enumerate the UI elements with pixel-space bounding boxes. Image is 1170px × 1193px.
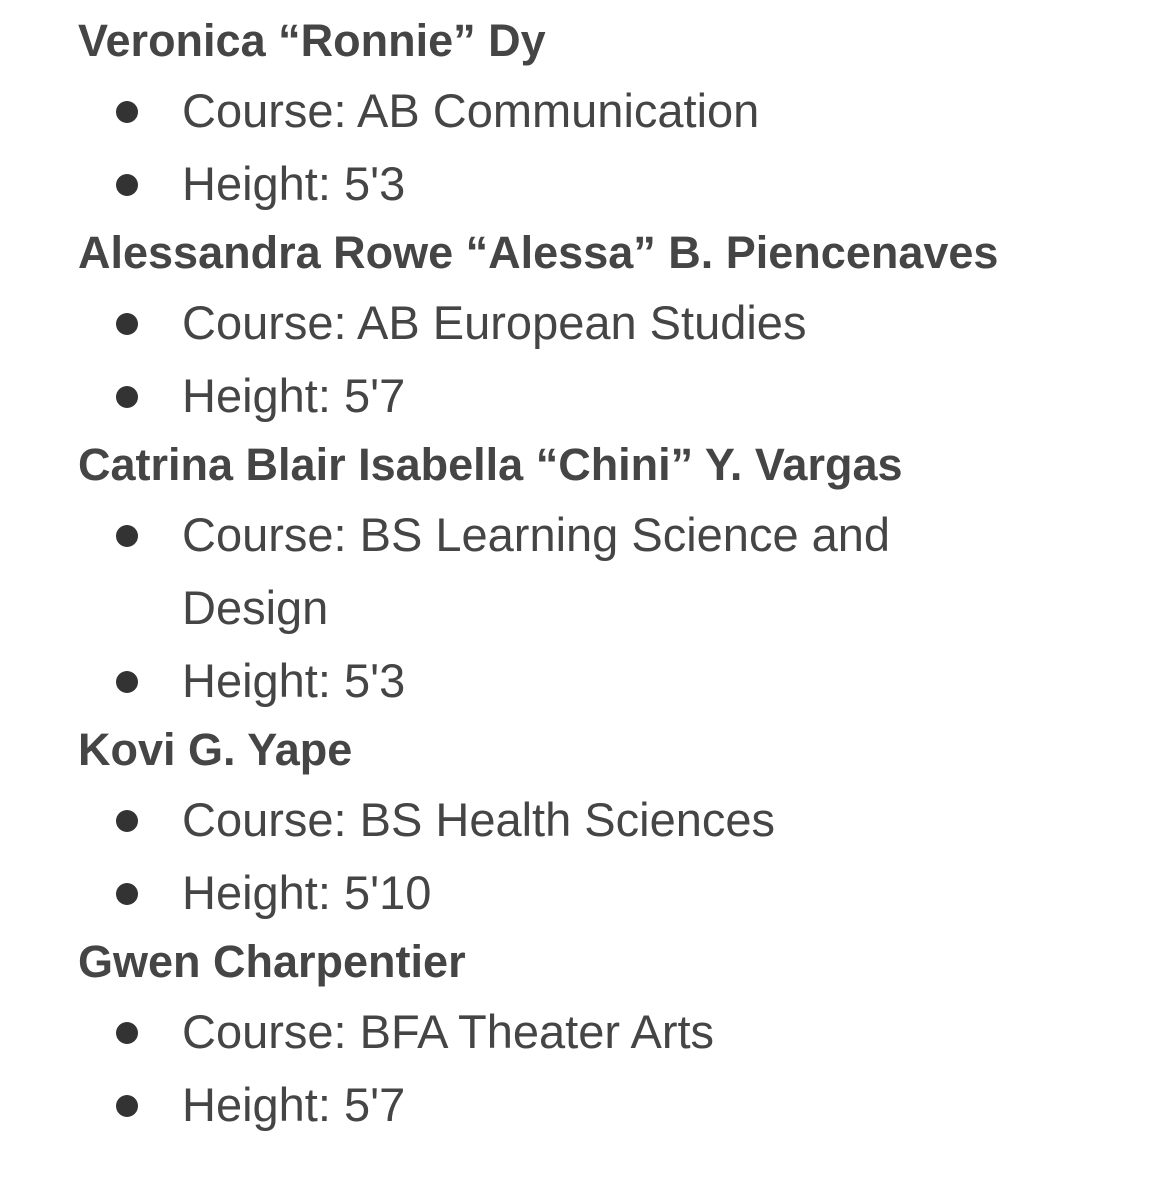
height-item: [78, 644, 1138, 717]
height-item: [78, 147, 1138, 220]
course-text: Course: BS Health Sciences: [182, 793, 776, 846]
course-item: [78, 783, 1138, 856]
height-text: Height: 5'10: [182, 866, 432, 919]
candidate-name: Alessandra Rowe “Alessa” B. Piencenaves: [78, 227, 999, 278]
bullet-icon: [116, 525, 138, 547]
candidate-name: Gwen Charpentier: [78, 936, 466, 987]
course-item: [78, 286, 1138, 359]
bullet-icon: [116, 1022, 138, 1044]
bullet-icon: [116, 810, 138, 832]
candidate-details: [78, 995, 1138, 1141]
course-text: Course: BFA Theater Arts: [182, 1005, 715, 1058]
bullet-icon: [116, 174, 138, 196]
course-item: [78, 498, 1138, 644]
height-item: [78, 1068, 1138, 1141]
candidate-name: Kovi G. Yape: [78, 724, 353, 775]
course-text: Course: AB Communication: [182, 84, 760, 137]
bullet-icon: [116, 101, 138, 123]
height-item: [78, 359, 1138, 432]
candidate-entry: [78, 8, 1138, 220]
candidate-details: [78, 74, 1138, 220]
candidate-name: Veronica “Ronnie” Dy: [78, 15, 546, 66]
candidate-details: [78, 498, 1138, 717]
course-item: [78, 995, 1138, 1068]
course-text: Course: BS Learning Science and Design: [182, 508, 891, 634]
candidate-entry: [78, 929, 1138, 1141]
course-text: Course: AB European Studies: [182, 296, 807, 349]
candidate-name: Catrina Blair Isabella “Chini” Y. Vargas: [78, 439, 903, 490]
height-text: Height: 5'3: [182, 157, 406, 210]
height-text: Height: 5'7: [182, 1078, 406, 1131]
bullet-icon: [116, 883, 138, 905]
height-item: [78, 856, 1138, 929]
candidate-entry: [78, 717, 1138, 929]
bullet-icon: [116, 313, 138, 335]
course-item: [78, 74, 1138, 147]
height-text: Height: 5'3: [182, 654, 406, 707]
candidate-entry: [78, 432, 1138, 717]
bullet-icon: [116, 1095, 138, 1117]
candidate-details: [78, 286, 1138, 432]
height-text: Height: 5'7: [182, 369, 406, 422]
bullet-icon: [116, 386, 138, 408]
bullet-icon: [116, 671, 138, 693]
candidate-entry: [78, 220, 1138, 432]
candidate-details: [78, 783, 1138, 929]
candidate-list: [78, 8, 1138, 1141]
